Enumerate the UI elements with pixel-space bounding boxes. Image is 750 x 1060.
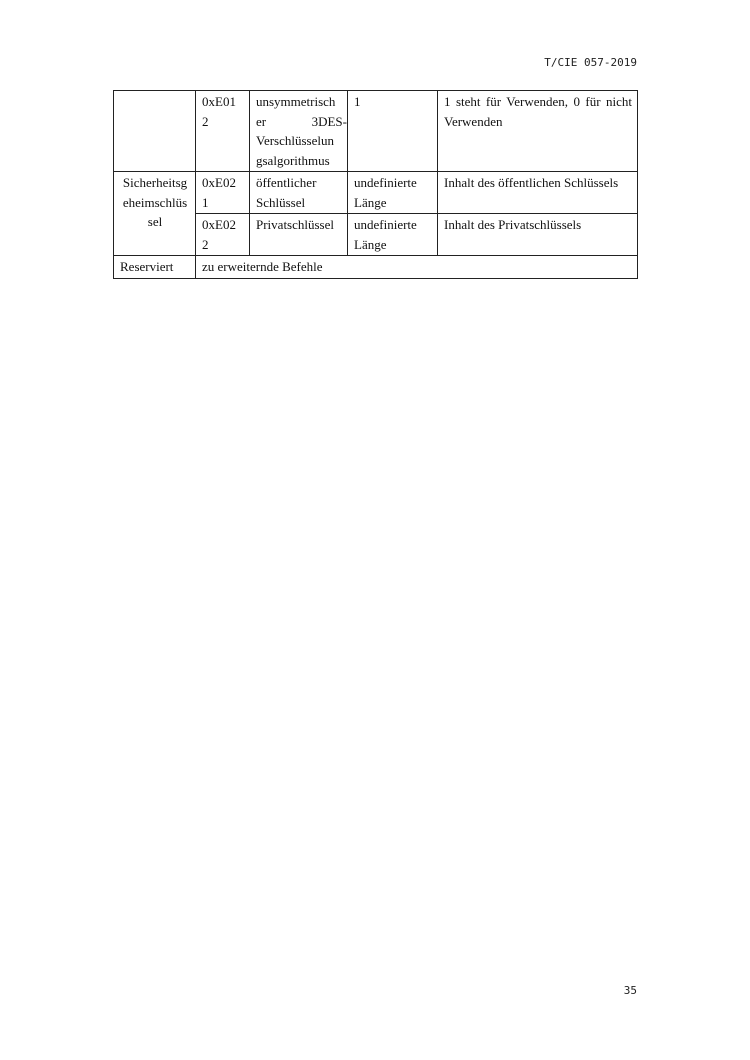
table-row — [114, 172, 638, 214]
spec-table — [113, 90, 638, 279]
category-cell — [114, 91, 196, 172]
name-cell: öffentlicher Schlüssel — [250, 172, 348, 214]
code-cell: 0xE02 2 — [196, 214, 250, 256]
name-cell: unsymmetrisch er 3DES- Verschlüsselun gsalgorithmus — [250, 91, 348, 172]
code-cell: 0xE02 1 — [196, 172, 250, 214]
category-cell: Sicherheitsg eheimschlüs sel — [114, 172, 196, 256]
table-row — [114, 91, 638, 172]
length-cell: undefinierte Länge — [348, 214, 438, 256]
name-cell: Privatschlüssel — [250, 214, 348, 256]
length-cell: 1 — [348, 91, 438, 172]
description-cell: Inhalt des Privatschlüssels — [438, 214, 638, 256]
code-cell: 0xE01 2 — [196, 91, 250, 172]
length-cell: undefinierte Länge — [348, 172, 438, 214]
description-cell: 1 steht für Verwenden, 0 für nicht Verwenden — [438, 91, 638, 172]
category-cell: Reserviert — [114, 256, 196, 279]
standard-code: T/CIE 057-2019 — [544, 56, 637, 69]
merged-cell: zu erweiternde Befehle — [196, 256, 638, 279]
table-row — [114, 256, 638, 279]
description-cell: Inhalt des öffentlichen Schlüssels — [438, 172, 638, 214]
page-number: 35 — [623, 984, 637, 997]
